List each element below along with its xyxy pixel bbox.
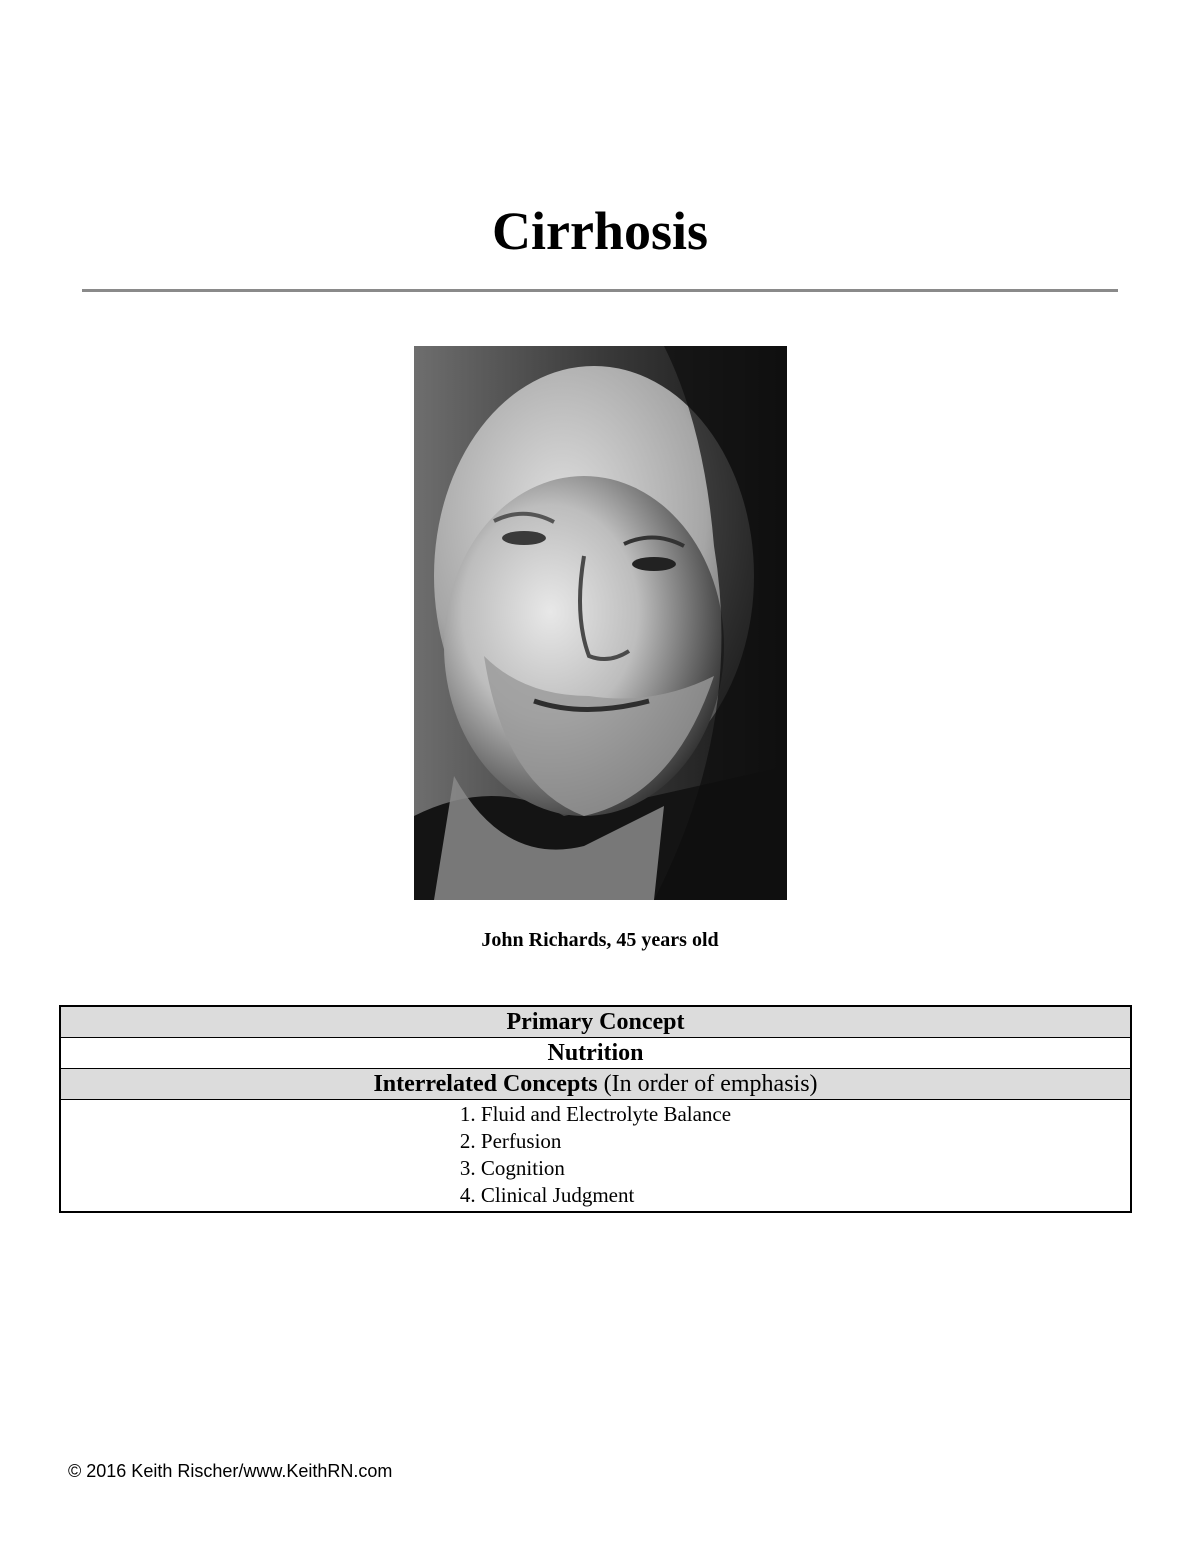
list-item: 1. Fluid and Electrolyte Balance (459, 1102, 732, 1126)
copyright-footer: © 2016 Keith Rischer/www.KeithRN.com (68, 1461, 393, 1481)
list-item: 4. Clinical Judgment (459, 1183, 635, 1207)
page-title: Cirrhosis (492, 201, 708, 261)
interrelated-header-label: Interrelated Concepts (373, 1071, 598, 1097)
title-divider (82, 289, 1118, 292)
table-row (60, 1069, 1131, 1100)
interrelated-concepts-list (460, 1100, 731, 1211)
table-row (60, 1038, 1131, 1069)
primary-concept-header: Primary Concept (60, 1006, 1131, 1038)
table-row (60, 1100, 1131, 1213)
patient-caption: John Richards, 45 years old (481, 929, 719, 951)
interrelated-header-note: (In order of emphasis) (603, 1071, 818, 1097)
concept-table (59, 1005, 1132, 1213)
primary-concept-value: Nutrition (60, 1038, 1131, 1069)
interrelated-concepts-header (60, 1069, 1131, 1100)
table-row (60, 1006, 1131, 1038)
interrelated-concepts-cell (60, 1100, 1131, 1213)
patient-portrait-icon (414, 346, 787, 900)
list-item: 3. Cognition (459, 1156, 565, 1180)
patient-photo (414, 346, 787, 900)
list-item: 2. Perfusion (459, 1129, 562, 1153)
